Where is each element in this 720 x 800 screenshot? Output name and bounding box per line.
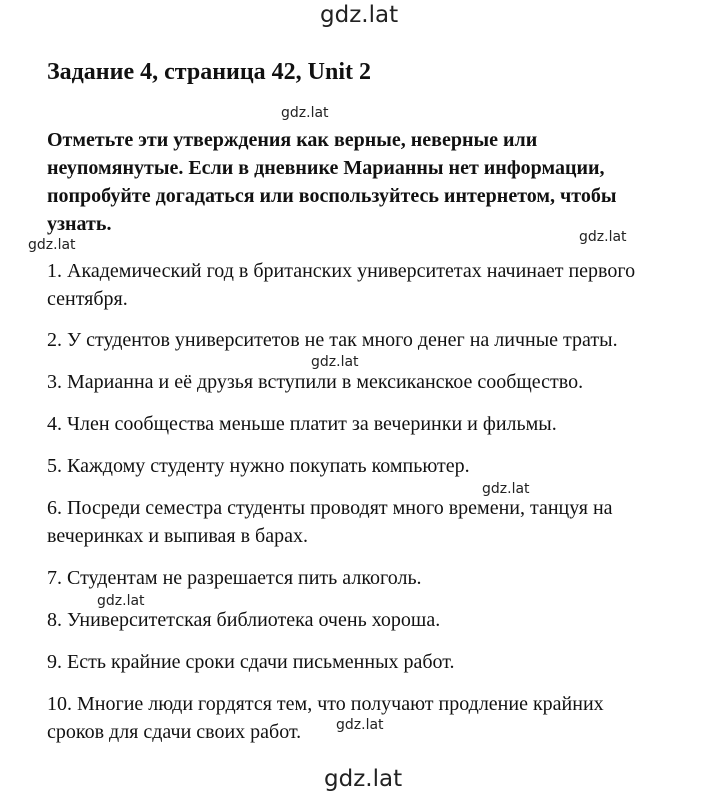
watermark: gdz.lat bbox=[579, 229, 627, 245]
watermark: gdz.lat bbox=[336, 717, 384, 733]
watermark: gdz.lat bbox=[28, 237, 76, 253]
statement-item: 7. Студентам не разрешается пить алкоголь. bbox=[47, 567, 422, 589]
page-title: Задание 4, страница 42, Unit 2 bbox=[47, 59, 372, 85]
statement-item: 8. Университетская библиотека очень хороша. bbox=[47, 609, 441, 631]
watermark-bottom: gdz.lat bbox=[324, 766, 403, 792]
watermark: gdz.lat bbox=[482, 481, 530, 497]
statement-item: 10. Многие люди гордятся тем, что получают продление крайних сроков для сдачи своих работ. bbox=[47, 693, 604, 743]
statement-item: 3. Марианна и её друзья вступили в мексиканское сообщество. bbox=[47, 371, 584, 393]
statement-item: 4. Член сообщества меньше платит за вечеринки и фильмы. bbox=[47, 413, 557, 435]
statement-item: 2. У студентов университетов не так много денег на личные траты. bbox=[47, 329, 618, 351]
watermark: gdz.lat bbox=[311, 354, 359, 370]
statement-item: 1. Академический год в британских университетах начинает первого сентября. bbox=[47, 260, 636, 310]
task-instructions: Отметьте эти утверждения как верные, неверные или неупомянутые. Если в дневнике Марианны нет информации, попробуйте догадаться или воспользуйтесь интернетом, чтобы узнать. bbox=[47, 129, 617, 235]
statement-item: 6. Посреди семестра студенты проводят много времени, танцуя на вечеринках и выпивая в барах. bbox=[47, 497, 613, 547]
statement-item: 5. Каждому студенту нужно покупать компьютер. bbox=[47, 455, 470, 477]
watermark: gdz.lat bbox=[281, 105, 329, 121]
watermark: gdz.lat bbox=[97, 593, 145, 609]
watermark-top: gdz.lat bbox=[320, 2, 399, 28]
statement-item: 9. Есть крайние сроки сдачи письменных работ. bbox=[47, 651, 455, 673]
